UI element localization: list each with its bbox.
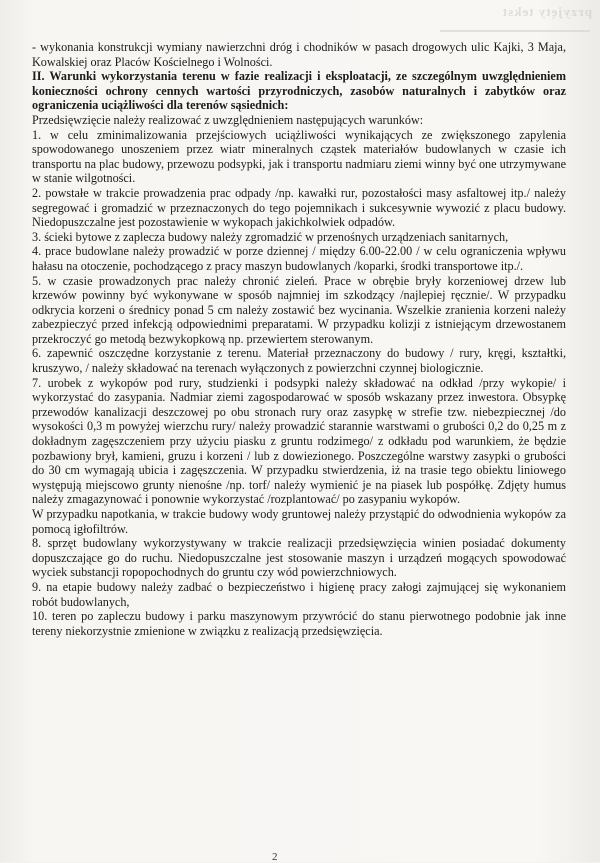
condition-item-1: 1. w celu zminimalizowania przejściowych uciążliwości wynikających ze zwiększonego zapylenia spowodowanego unoszeniem przez wiatr mineralnych cząstek materiałów budowlanych w czasie ich transportu na plac budowy, przewozu podsypki, jak i transportu nadmiaru ziemi winny być one utrzymywane w stanie wilgotności. [32,127,566,186]
page-number: 2 [272,851,278,863]
condition-item-6: 6. zapewnić oszczędne korzystanie z terenu. Materiał przeznaczony do budowy / rury, kręgi, kształtki, kruszywo, / należy składować na terenach wyłączonych z powierzchni czynnej biologicznie. [32,346,566,376]
condition-item-9: 9. na etapie budowy należy zadbać o bezpieczeństwo i higienę pracy załogi zajmującej się wykonaniem robót budowlanych, [32,579,566,609]
bleed-through-text: przyjęty tekst [501,4,592,19]
condition-item-7: 7. urobek z wykopów pod rury, studzienki i podsypki należy składować na odkład /przy wykopie/ i wykorzystać do zasypania. Nadmiar ziemi zagospodarować w sposób wskazany przez inwestora. Obsypkę przewodów kanalizacji deszczowej po obu stronach rury oraz zasypkę w strefie tzw. niebezpiecznej /do wysokości 0,3 m powyżej wierzchu rury/ należy prowadzić starannie warstwami o grubości 0,2 do 0,25 m z dokładnym zagęszczeniem przy użyciu piasku z gruntu rodzimego/ z odkładu pod warunkiem, że będzie pozbawiony brył, kamieni, gruzu i korzeni / lub z dowiezionego. Poszczególne warstwy zasypki o grubości do 30 cm wymagają ubicia i zagęszczenia. W przypadku stwierdzenia, iż na trasie tego obiektu liniowego występują miejscowo grunty nienośne /np. torf/ należy wymienić je na piasek lub pospółkę. Zdjęty humus należy zmagazynować i ponownie wykorzystać /rozplantować/ po zasypaniu wykopów. [32,375,566,507]
condition-item-4: 4. prace budowlane należy prowadzić w porze dziennej / między 6.00-22.00 / w celu ograniczenia wpływu hałasu na otoczenie, pochodzącego z pracy maszyn budowlanych /koparki, środki transportowe itp./. [32,244,566,273]
intro-paragraph: - wykonania konstrukcji wymiany nawierzchni dróg i chodników w pasach drogowych ulic Kajki, 3 Maja, Kowalskiej oraz Placów Kościelnego i Wolności. [32,40,566,69]
section-heading: II. Warunki wykorzystania terenu w fazie realizacji i eksploatacji, ze szczególnym uwzględnieniem konieczności ochrony cennych wartości przyrodniczych, zasobów naturalnych i zabytków oraz ograniczenia uciążliwości dla terenów sąsiednich: [32,69,566,113]
lead-paragraph: Przedsięwzięcie należy realizować z uwzględnieniem następujących warunków: [32,112,424,127]
condition-item-10: 10. teren po zapleczu budowy i parku maszynowym przywrócić do stanu pierwotnego podobnie jak inne tereny niekorzystnie zmienione w związku z realizacją przedsięwzięcia. [32,609,566,638]
document-body [32,40,566,638]
groundwater-paragraph: W przypadku napotkania, w trakcie budowy wody gruntowej należy przystąpić do odwodnienia wykopów za pomocą igłofiltrów. [32,507,566,536]
condition-item-2: 2. powstałe w trakcie prowadzenia prac odpady /np. kawałki rur, pozostałości masy asfaltowej itp./ należy segregować i gromadzić w przeznaczonych do tego pojemnikach i sukcesywnie wywozić z placu budowy. Niedopuszczalne jest pozostawienie w wykopach jakichkolwiek odpadów. [32,185,566,230]
condition-item-5: 5. w czasie prowadzonych prac należy chronić zieleń. Prace w obrębie bryły korzeniowej drzew lub krzewów powinny być wykonywane w sposób najmniej im szkodzący /najlepiej ręcznie/. W przypadku odkrycia korzeni o średnicy ponad 5 cm należy zostawić bez wycinania. Wszelkie zranienia korzeni należy zabezpieczyć przed infekcją odpowiednimi preparatami. W przypadku kolizji z istniejącym drzewostanem przekroczyć go metodą bezwykopkową np. przewiertem sterowanym. [32,273,566,346]
condition-item-8: 8. sprzęt budowlany wykorzystywany w trakcie realizacji przedsięwzięcia winien posiadać dokumenty dopuszczające go do ruchu. Niedopuszczalne jest stosowanie maszyn i urządzeń mogących spowodować wyciek substancji ropopochodnych do gruntu czy wód powierzchniowych. [32,536,566,580]
condition-item-3: 3. ścieki bytowe z zaplecza budowy należy zgromadzić w przenośnych urządzeniach sanitarnych, [32,229,509,244]
